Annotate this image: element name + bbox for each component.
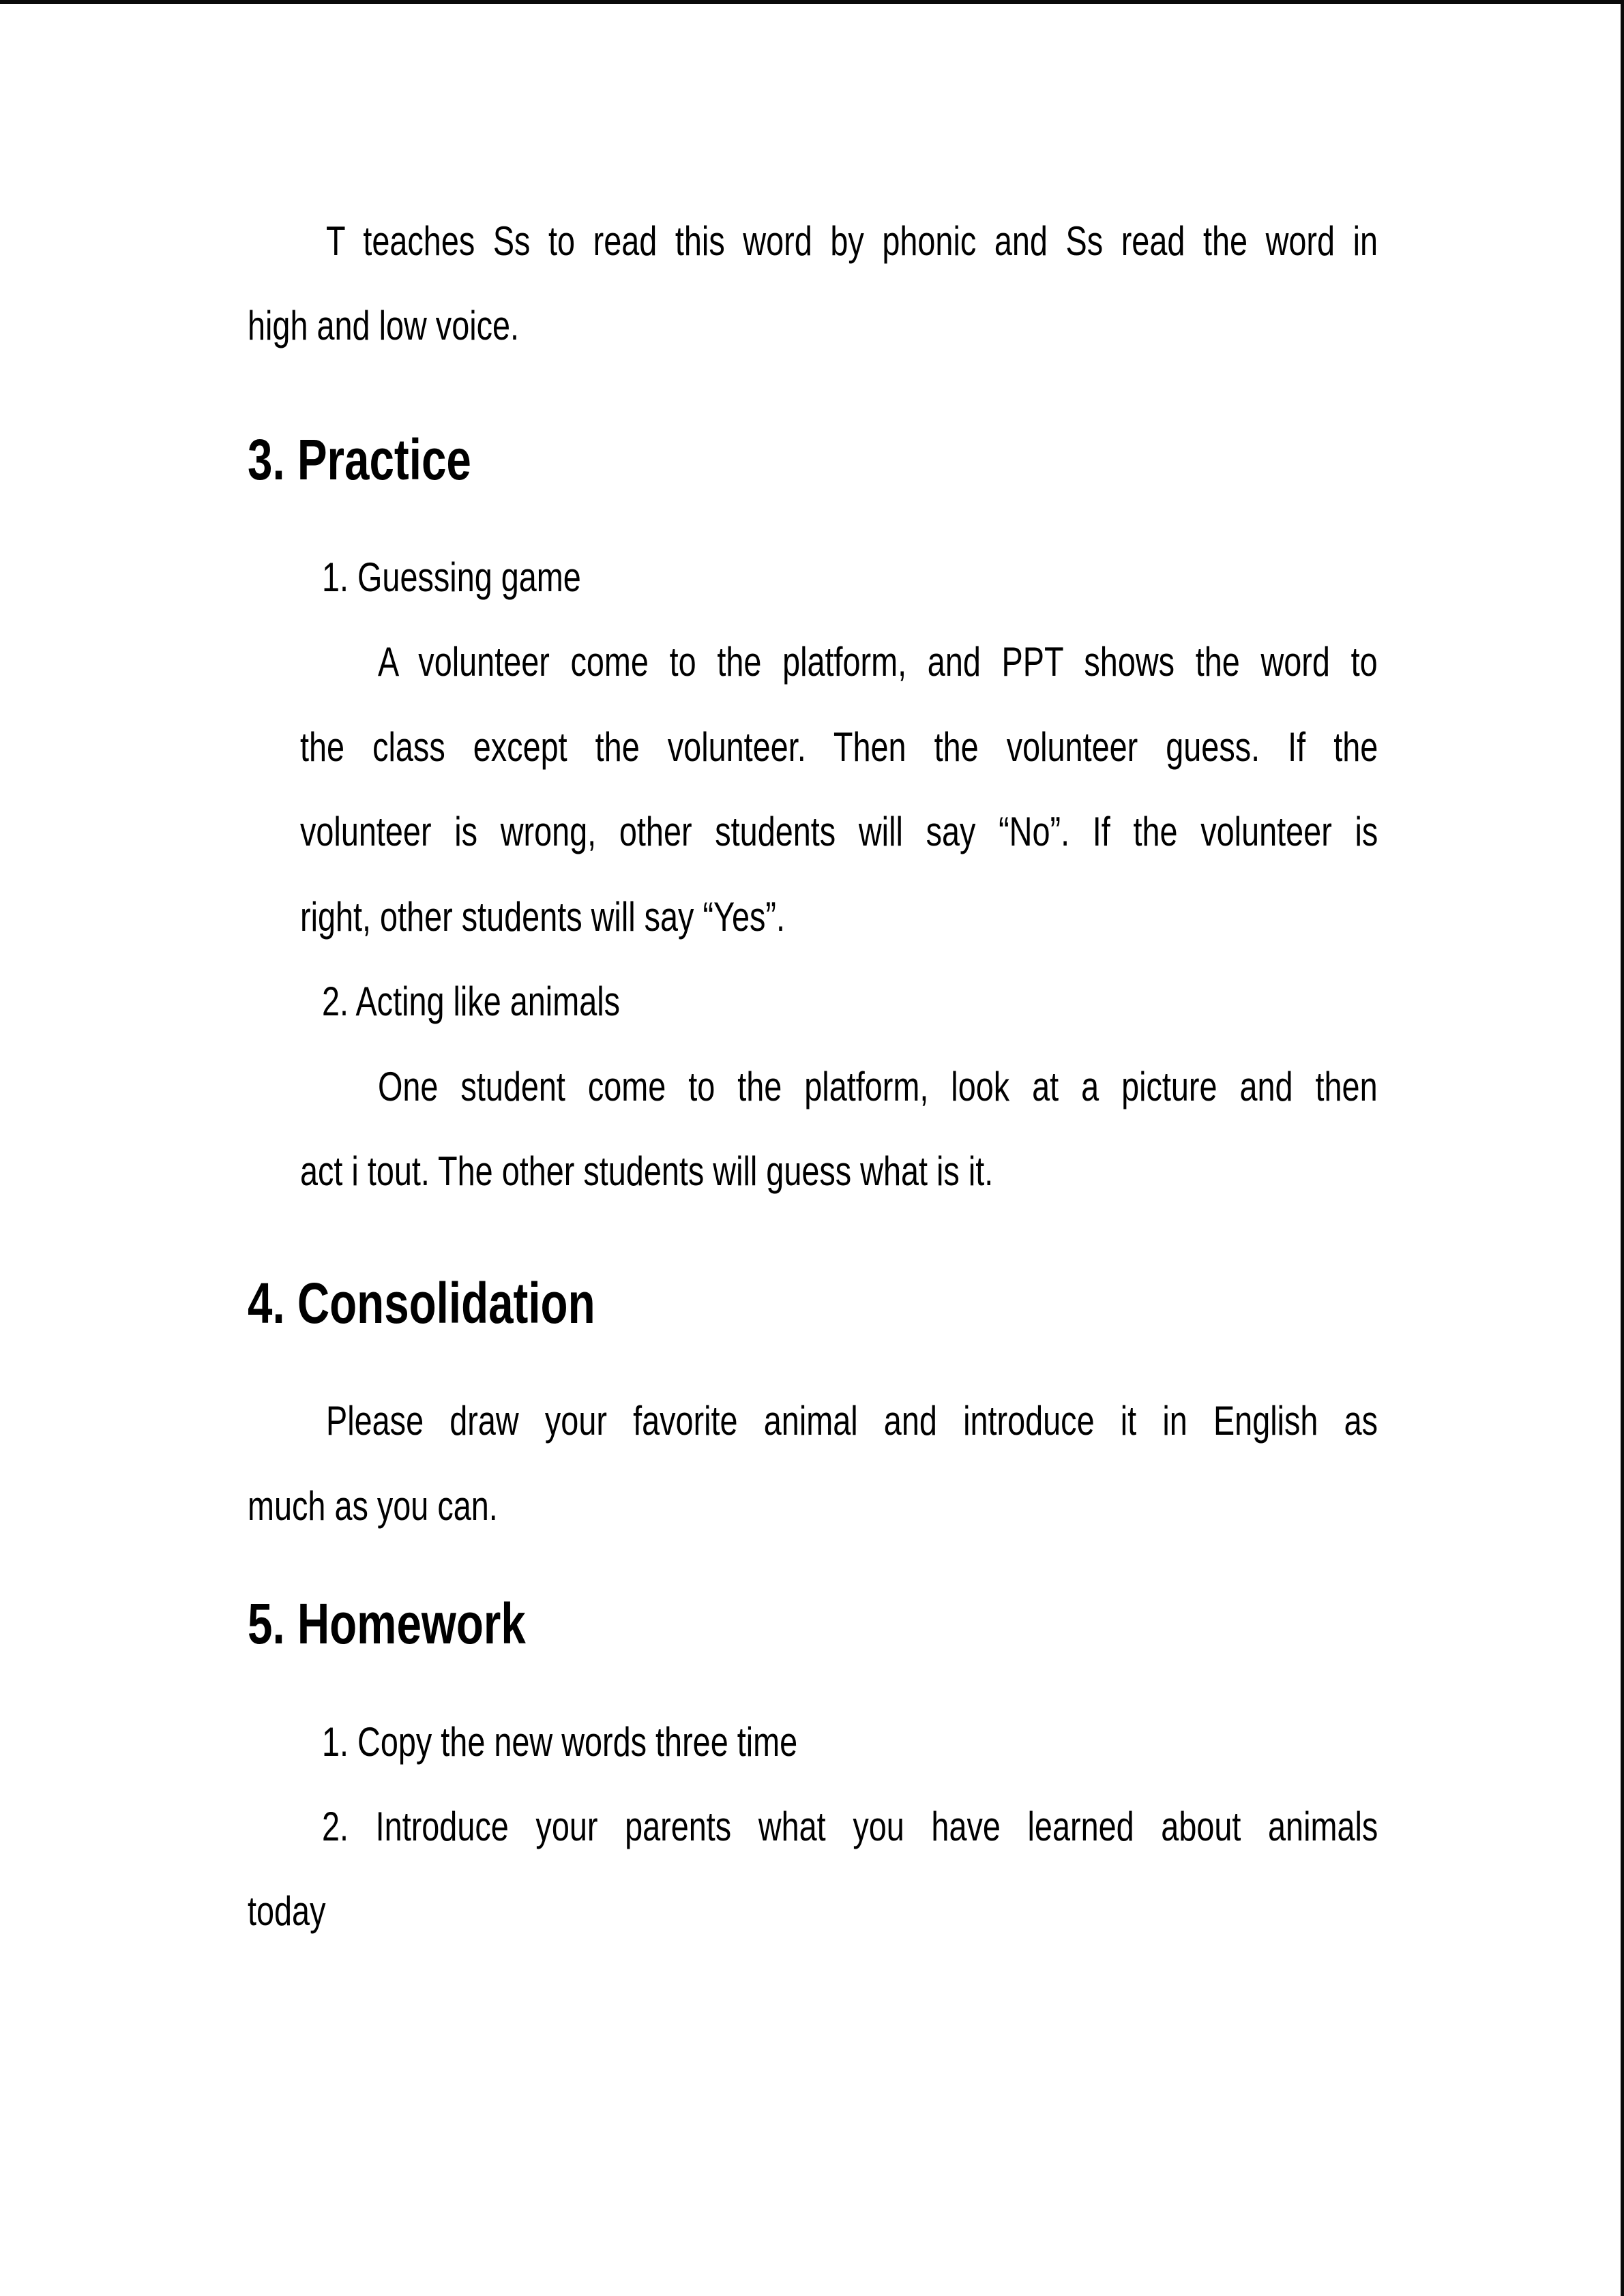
intro-line-1: T teaches Ss to read this word by phonic and Ss read the word in (326, 218, 1378, 264)
guessing-game-line-1: A volunteer come to the platform, and PPT shows the word to (378, 639, 1378, 685)
section-heading-homework: 5. Homework (248, 1592, 526, 1656)
homework-item-2: 2. Introduce your parents what you have learned about animals (322, 1804, 1378, 1849)
homework-item-2-continuation: today (248, 1888, 326, 1934)
guessing-game-line-4: right, other students will say “Yes”. (300, 894, 785, 940)
section-heading-consolidation: 4. Consolidation (248, 1271, 595, 1335)
consolidation-line-2: much as you can. (248, 1483, 498, 1529)
scan-edge-right (1621, 0, 1624, 2296)
acting-animals-line-2: act i tout. The other students will guess what is it. (300, 1148, 994, 1194)
section-heading-practice: 3. Practice (248, 428, 471, 492)
practice-item-2-label: 2. Acting like animals (322, 979, 621, 1024)
acting-animals-line-1: One student come to the platform, look at a picture and then (378, 1064, 1378, 1109)
practice-item-1-label: 1. Guessing game (322, 554, 581, 600)
intro-line-2: high and low voice. (248, 303, 520, 348)
guessing-game-line-2: the class except the volunteer. Then the volunteer guess. If the (300, 724, 1378, 770)
consolidation-line-1: Please draw your favorite animal and introduce it in English as (326, 1398, 1378, 1444)
homework-item-1: 1. Copy the new words three time (322, 1719, 798, 1765)
guessing-game-line-3: volunteer is wrong, other students will say “No”. If the volunteer is (300, 809, 1378, 854)
scan-edge-top (0, 0, 1624, 4)
